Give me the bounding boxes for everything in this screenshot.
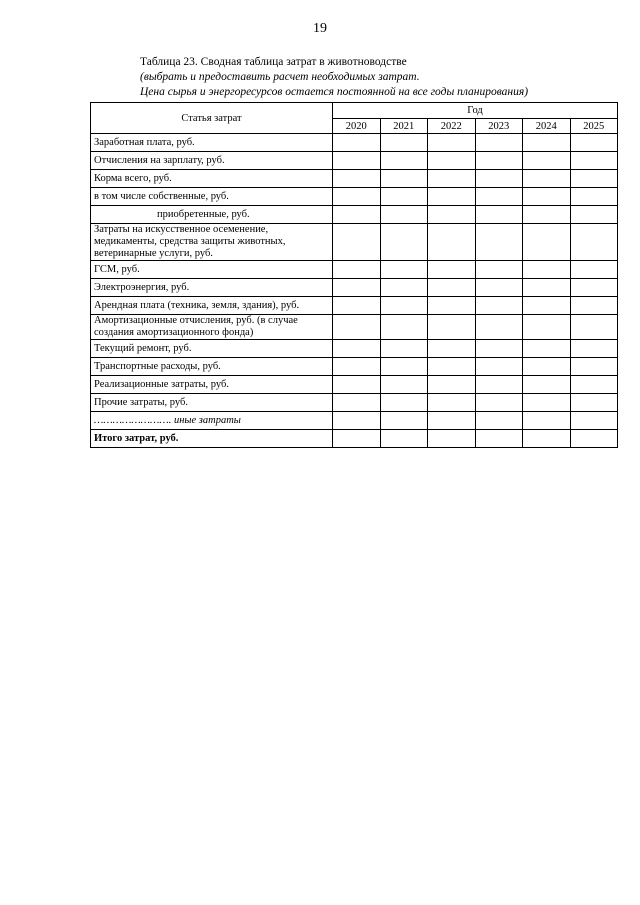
cell-value <box>333 340 381 358</box>
table-row <box>91 340 618 358</box>
cell-value <box>570 170 618 188</box>
cell-value <box>428 412 476 430</box>
cell-value <box>333 152 381 170</box>
cell-value <box>570 279 618 297</box>
cell-value <box>428 206 476 224</box>
header-year-2023: 2023 <box>475 119 523 134</box>
header-year-2021: 2021 <box>380 119 428 134</box>
cell-value <box>475 297 523 315</box>
cell-value <box>333 412 381 430</box>
header-year-2024: 2024 <box>523 119 571 134</box>
table-row <box>91 188 618 206</box>
row-label-feed-own: в том числе собственные, руб. <box>91 188 333 206</box>
cell-value <box>428 430 476 448</box>
cell-value <box>570 261 618 279</box>
header-year: Год <box>333 103 618 119</box>
table-row <box>91 134 618 152</box>
cell-value <box>475 170 523 188</box>
cell-value <box>570 358 618 376</box>
cell-value <box>475 206 523 224</box>
cell-value <box>570 206 618 224</box>
table-row <box>91 152 618 170</box>
cell-value <box>428 394 476 412</box>
cell-value <box>475 394 523 412</box>
cell-value <box>428 134 476 152</box>
cell-value <box>570 224 618 261</box>
cell-value <box>333 315 381 340</box>
cell-value <box>428 170 476 188</box>
table-row <box>91 358 618 376</box>
cell-value <box>380 340 428 358</box>
cell-value <box>523 297 571 315</box>
cell-value <box>475 261 523 279</box>
cost-table <box>90 102 618 448</box>
cell-value <box>475 152 523 170</box>
cell-value <box>380 394 428 412</box>
row-label-feed-purchased: приобретенные, руб. <box>91 206 333 224</box>
table-row <box>91 279 618 297</box>
cell-value <box>333 188 381 206</box>
cell-value <box>475 188 523 206</box>
row-label-depreciation: Амортизационные отчисления, руб. (в случае создания амортизационного фонда) <box>91 315 333 340</box>
header-cost-item: Статья затрат <box>91 103 333 134</box>
table-row <box>91 170 618 188</box>
cell-value <box>475 224 523 261</box>
cell-value <box>475 315 523 340</box>
table-note-1: (выбрать и предоставить расчет необходимых затрат. <box>140 71 420 83</box>
cell-value <box>380 376 428 394</box>
row-label-electricity: Электроэнергия, руб. <box>91 279 333 297</box>
cell-value <box>380 224 428 261</box>
table-row <box>91 261 618 279</box>
cell-value <box>570 376 618 394</box>
table-row <box>91 412 618 430</box>
cell-value <box>380 188 428 206</box>
cell-value <box>380 206 428 224</box>
cell-value <box>333 170 381 188</box>
cell-value <box>570 315 618 340</box>
cell-value <box>333 358 381 376</box>
row-label-transport: Транспортные расходы, руб. <box>91 358 333 376</box>
cell-value <box>380 297 428 315</box>
cell-value <box>475 412 523 430</box>
table-row <box>91 315 618 340</box>
table-row <box>91 206 618 224</box>
cell-value <box>380 261 428 279</box>
cell-value <box>428 224 476 261</box>
cell-value <box>570 340 618 358</box>
cell-value <box>523 315 571 340</box>
table-row <box>91 224 618 261</box>
cell-value <box>570 134 618 152</box>
row-label-total: Итого затрат, руб. <box>91 430 333 448</box>
cell-value <box>523 358 571 376</box>
header-year-2020: 2020 <box>333 119 381 134</box>
cell-value <box>570 188 618 206</box>
cell-value <box>333 206 381 224</box>
cell-value <box>523 170 571 188</box>
cell-value <box>380 134 428 152</box>
cell-value <box>475 279 523 297</box>
row-label-other: Прочие затраты, руб. <box>91 394 333 412</box>
cell-value <box>523 340 571 358</box>
cell-value <box>523 152 571 170</box>
cell-value <box>428 358 476 376</box>
cell-value <box>428 340 476 358</box>
cell-value <box>523 224 571 261</box>
cell-value <box>523 188 571 206</box>
cell-value <box>523 279 571 297</box>
row-label-salary-deductions: Отчисления на зарплату, руб. <box>91 152 333 170</box>
table-row <box>91 430 618 448</box>
table-row <box>91 394 618 412</box>
header-year-2022: 2022 <box>428 119 476 134</box>
table-note-2: Цена сырья и энергоресурсов остается постоянной на все годы планирования) <box>140 86 529 98</box>
cell-value <box>380 315 428 340</box>
row-label-fuel: ГСМ, руб. <box>91 261 333 279</box>
cell-value <box>333 430 381 448</box>
cell-value <box>380 358 428 376</box>
table-title: Таблица 23. Сводная таблица затрат в животноводстве <box>140 56 407 68</box>
row-label-rent: Арендная плата (техника, земля, здания), руб. <box>91 297 333 315</box>
cell-value <box>475 430 523 448</box>
cell-value <box>523 412 571 430</box>
cell-value <box>428 297 476 315</box>
page-number: 19 <box>313 21 327 36</box>
row-label-feed-total: Корма всего, руб. <box>91 170 333 188</box>
cell-value <box>380 279 428 297</box>
cell-value <box>523 206 571 224</box>
cell-value <box>333 134 381 152</box>
cell-value <box>333 297 381 315</box>
cell-value <box>475 340 523 358</box>
cell-value <box>333 376 381 394</box>
cell-value <box>523 376 571 394</box>
cell-value <box>475 358 523 376</box>
cell-value <box>570 297 618 315</box>
cell-value <box>570 152 618 170</box>
cell-value <box>428 376 476 394</box>
row-label-sales: Реализационные затраты, руб. <box>91 376 333 394</box>
cell-value <box>570 430 618 448</box>
table-row <box>91 297 618 315</box>
cell-value <box>333 224 381 261</box>
row-label-repair: Текущий ремонт, руб. <box>91 340 333 358</box>
table-caption <box>140 55 528 100</box>
cell-value <box>523 134 571 152</box>
cell-value <box>428 188 476 206</box>
cell-value <box>333 261 381 279</box>
row-label-misc: ……………………. иные затраты <box>91 412 333 430</box>
cell-value <box>475 376 523 394</box>
header-year-2025: 2025 <box>570 119 618 134</box>
cell-value <box>428 152 476 170</box>
cell-value <box>428 315 476 340</box>
cell-value <box>523 394 571 412</box>
cell-value <box>428 261 476 279</box>
row-label-salary: Заработная плата, руб. <box>91 134 333 152</box>
cell-value <box>523 430 571 448</box>
row-label-veterinary: Затраты на искусственное осеменение, медикаменты, средства защиты животных, ветеринарные услуги, руб. <box>91 224 333 261</box>
cell-value <box>570 394 618 412</box>
cell-value <box>380 152 428 170</box>
cell-value <box>570 412 618 430</box>
cell-value <box>523 261 571 279</box>
cell-value <box>380 170 428 188</box>
cell-value <box>380 412 428 430</box>
table-row <box>91 376 618 394</box>
cell-value <box>475 134 523 152</box>
cell-value <box>333 279 381 297</box>
cell-value <box>380 430 428 448</box>
cell-value <box>428 279 476 297</box>
cell-value <box>333 394 381 412</box>
